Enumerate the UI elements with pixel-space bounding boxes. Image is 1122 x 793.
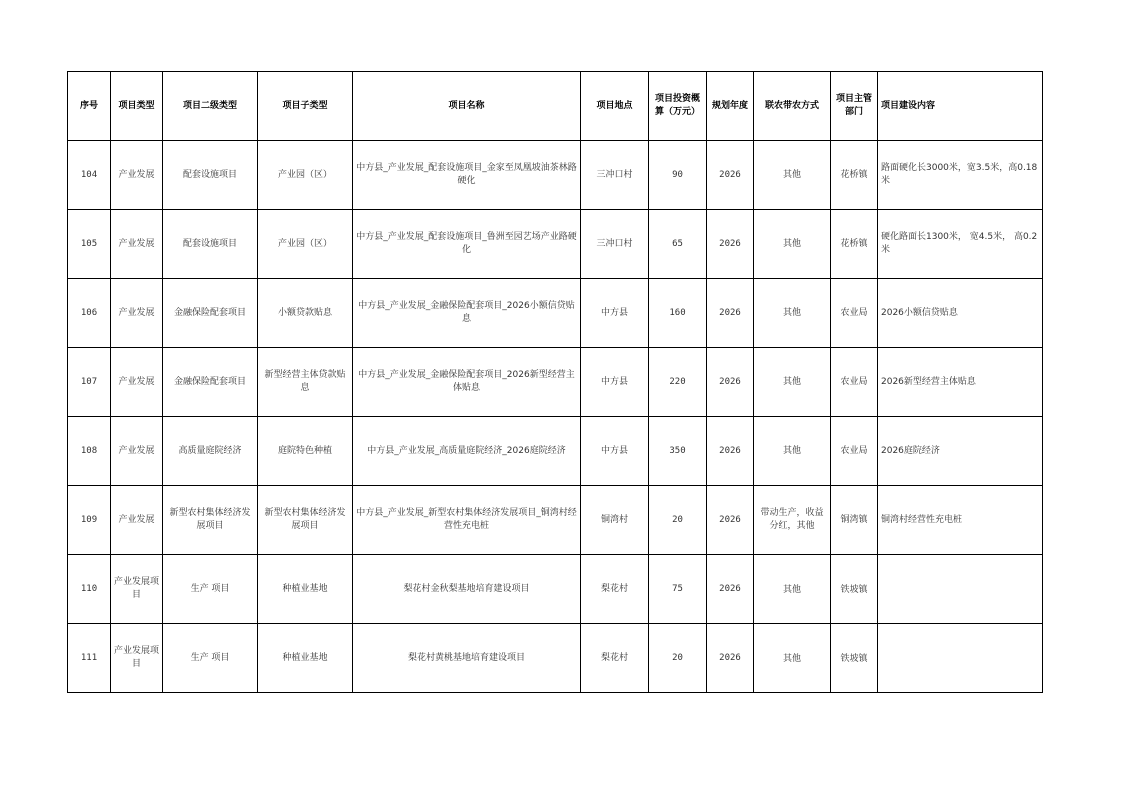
cell-benefit-mode: 其他: [754, 624, 831, 693]
cell-name: 中方县_产业发展_高质量庭院经济_2026庭院经济: [353, 417, 581, 486]
cell-year: 2026: [707, 417, 754, 486]
cell-name: 中方县_产业发展_新型农村集体经济发展项目_铜湾村经营性充电桩: [353, 486, 581, 555]
cell-benefit-mode: 其他: [754, 417, 831, 486]
cell-type: 产业发展: [111, 417, 163, 486]
cell-subtype2: 生产 项目: [163, 555, 258, 624]
cell-content: 硬化路面长1300米， 宽4.5米， 高0.2米: [878, 210, 1043, 279]
cell-name: 中方县_产业发展_配套设施项目_鲁洲至园艺场产业路硬化: [353, 210, 581, 279]
cell-content: 铜湾村经营性充电桩: [878, 486, 1043, 555]
col-header-content: 项目建设内容: [878, 72, 1043, 141]
cell-subtype: 产业园（区）: [258, 210, 353, 279]
col-header-subtype2: 项目二级类型: [163, 72, 258, 141]
cell-index: 106: [68, 279, 111, 348]
project-table: [67, 71, 1043, 693]
col-header-year: 规划年度: [707, 72, 754, 141]
col-header-location: 项目地点: [581, 72, 649, 141]
cell-budget: 20: [649, 486, 707, 555]
cell-subtype2: 配套设施项目: [163, 141, 258, 210]
cell-subtype: 庭院特色种植: [258, 417, 353, 486]
cell-budget: 75: [649, 555, 707, 624]
cell-subtype: 种植业基地: [258, 624, 353, 693]
header-row: [68, 72, 1043, 141]
cell-index: 105: [68, 210, 111, 279]
cell-index: 107: [68, 348, 111, 417]
cell-department: 农业局: [831, 417, 878, 486]
cell-subtype2: 新型农村集体经济发展项目: [163, 486, 258, 555]
table-row: [68, 555, 1043, 624]
cell-benefit-mode: 带动生产，收益分红，其他: [754, 486, 831, 555]
cell-location: 中方县: [581, 279, 649, 348]
cell-name: 中方县_产业发展_金融保险配套项目_2026新型经营主体贴息: [353, 348, 581, 417]
col-header-department: 项目主管部门: [831, 72, 878, 141]
cell-subtype: 种植业基地: [258, 555, 353, 624]
cell-budget: 160: [649, 279, 707, 348]
cell-content: 2026庭院经济: [878, 417, 1043, 486]
cell-location: 中方县: [581, 417, 649, 486]
cell-department: 铁坡镇: [831, 624, 878, 693]
cell-type: 产业发展: [111, 348, 163, 417]
cell-budget: 20: [649, 624, 707, 693]
cell-index: 109: [68, 486, 111, 555]
cell-benefit-mode: 其他: [754, 279, 831, 348]
table-row: [68, 417, 1043, 486]
cell-subtype: 新型农村集体经济发展项目: [258, 486, 353, 555]
table-row: [68, 348, 1043, 417]
cell-year: 2026: [707, 348, 754, 417]
cell-location: 三冲口村: [581, 210, 649, 279]
cell-subtype2: 高质量庭院经济: [163, 417, 258, 486]
cell-location: 梨花村: [581, 624, 649, 693]
col-header-index: 序号: [68, 72, 111, 141]
cell-subtype: 小额贷款贴息: [258, 279, 353, 348]
cell-department: 农业局: [831, 348, 878, 417]
cell-benefit-mode: 其他: [754, 348, 831, 417]
cell-department: 铁坡镇: [831, 555, 878, 624]
cell-year: 2026: [707, 624, 754, 693]
cell-department: 铜湾镇: [831, 486, 878, 555]
col-header-benefit-mode: 联农带农方式: [754, 72, 831, 141]
cell-location: 铜湾村: [581, 486, 649, 555]
cell-year: 2026: [707, 141, 754, 210]
table-row: [68, 486, 1043, 555]
cell-benefit-mode: 其他: [754, 210, 831, 279]
cell-index: 108: [68, 417, 111, 486]
cell-location: 三冲口村: [581, 141, 649, 210]
cell-name: 中方县_产业发展_金融保险配套项目_2026小额信贷贴息: [353, 279, 581, 348]
cell-benefit-mode: 其他: [754, 555, 831, 624]
cell-year: 2026: [707, 210, 754, 279]
cell-type: 产业发展: [111, 486, 163, 555]
cell-location: 梨花村: [581, 555, 649, 624]
table-row: [68, 210, 1043, 279]
cell-content: 2026新型经营主体贴息: [878, 348, 1043, 417]
table-row: [68, 279, 1043, 348]
cell-type: 产业发展项目: [111, 624, 163, 693]
cell-name: 梨花村金秋梨基地培育建设项目: [353, 555, 581, 624]
table-row: [68, 141, 1043, 210]
cell-year: 2026: [707, 555, 754, 624]
cell-type: 产业发展: [111, 141, 163, 210]
cell-year: 2026: [707, 279, 754, 348]
cell-department: 花桥镇: [831, 141, 878, 210]
cell-content: [878, 555, 1043, 624]
cell-name: 梨花村黄桃基地培育建设项目: [353, 624, 581, 693]
table-row: [68, 624, 1043, 693]
col-header-type: 项目类型: [111, 72, 163, 141]
cell-index: 110: [68, 555, 111, 624]
cell-name: 中方县_产业发展_配套设施项目_金家至凤凰坡油茶林路硬化: [353, 141, 581, 210]
cell-budget: 350: [649, 417, 707, 486]
cell-subtype2: 金融保险配套项目: [163, 348, 258, 417]
cell-subtype: 产业园（区）: [258, 141, 353, 210]
cell-subtype2: 生产 项目: [163, 624, 258, 693]
cell-content: 2026小额信贷贴息: [878, 279, 1043, 348]
cell-type: 产业发展项目: [111, 555, 163, 624]
col-header-name: 项目名称: [353, 72, 581, 141]
cell-benefit-mode: 其他: [754, 141, 831, 210]
col-header-subtype: 项目子类型: [258, 72, 353, 141]
cell-year: 2026: [707, 486, 754, 555]
cell-subtype2: 配套设施项目: [163, 210, 258, 279]
cell-location: 中方县: [581, 348, 649, 417]
cell-department: 花桥镇: [831, 210, 878, 279]
cell-subtype2: 金融保险配套项目: [163, 279, 258, 348]
cell-subtype: 新型经营主体贷款贴息: [258, 348, 353, 417]
cell-budget: 90: [649, 141, 707, 210]
cell-content: 路面硬化长3000米，宽3.5米，高0.18米: [878, 141, 1043, 210]
cell-type: 产业发展: [111, 279, 163, 348]
cell-index: 104: [68, 141, 111, 210]
col-header-budget: 项目投资概算（万元）: [649, 72, 707, 141]
cell-department: 农业局: [831, 279, 878, 348]
cell-type: 产业发展: [111, 210, 163, 279]
cell-budget: 220: [649, 348, 707, 417]
cell-content: [878, 624, 1043, 693]
cell-index: 111: [68, 624, 111, 693]
cell-budget: 65: [649, 210, 707, 279]
